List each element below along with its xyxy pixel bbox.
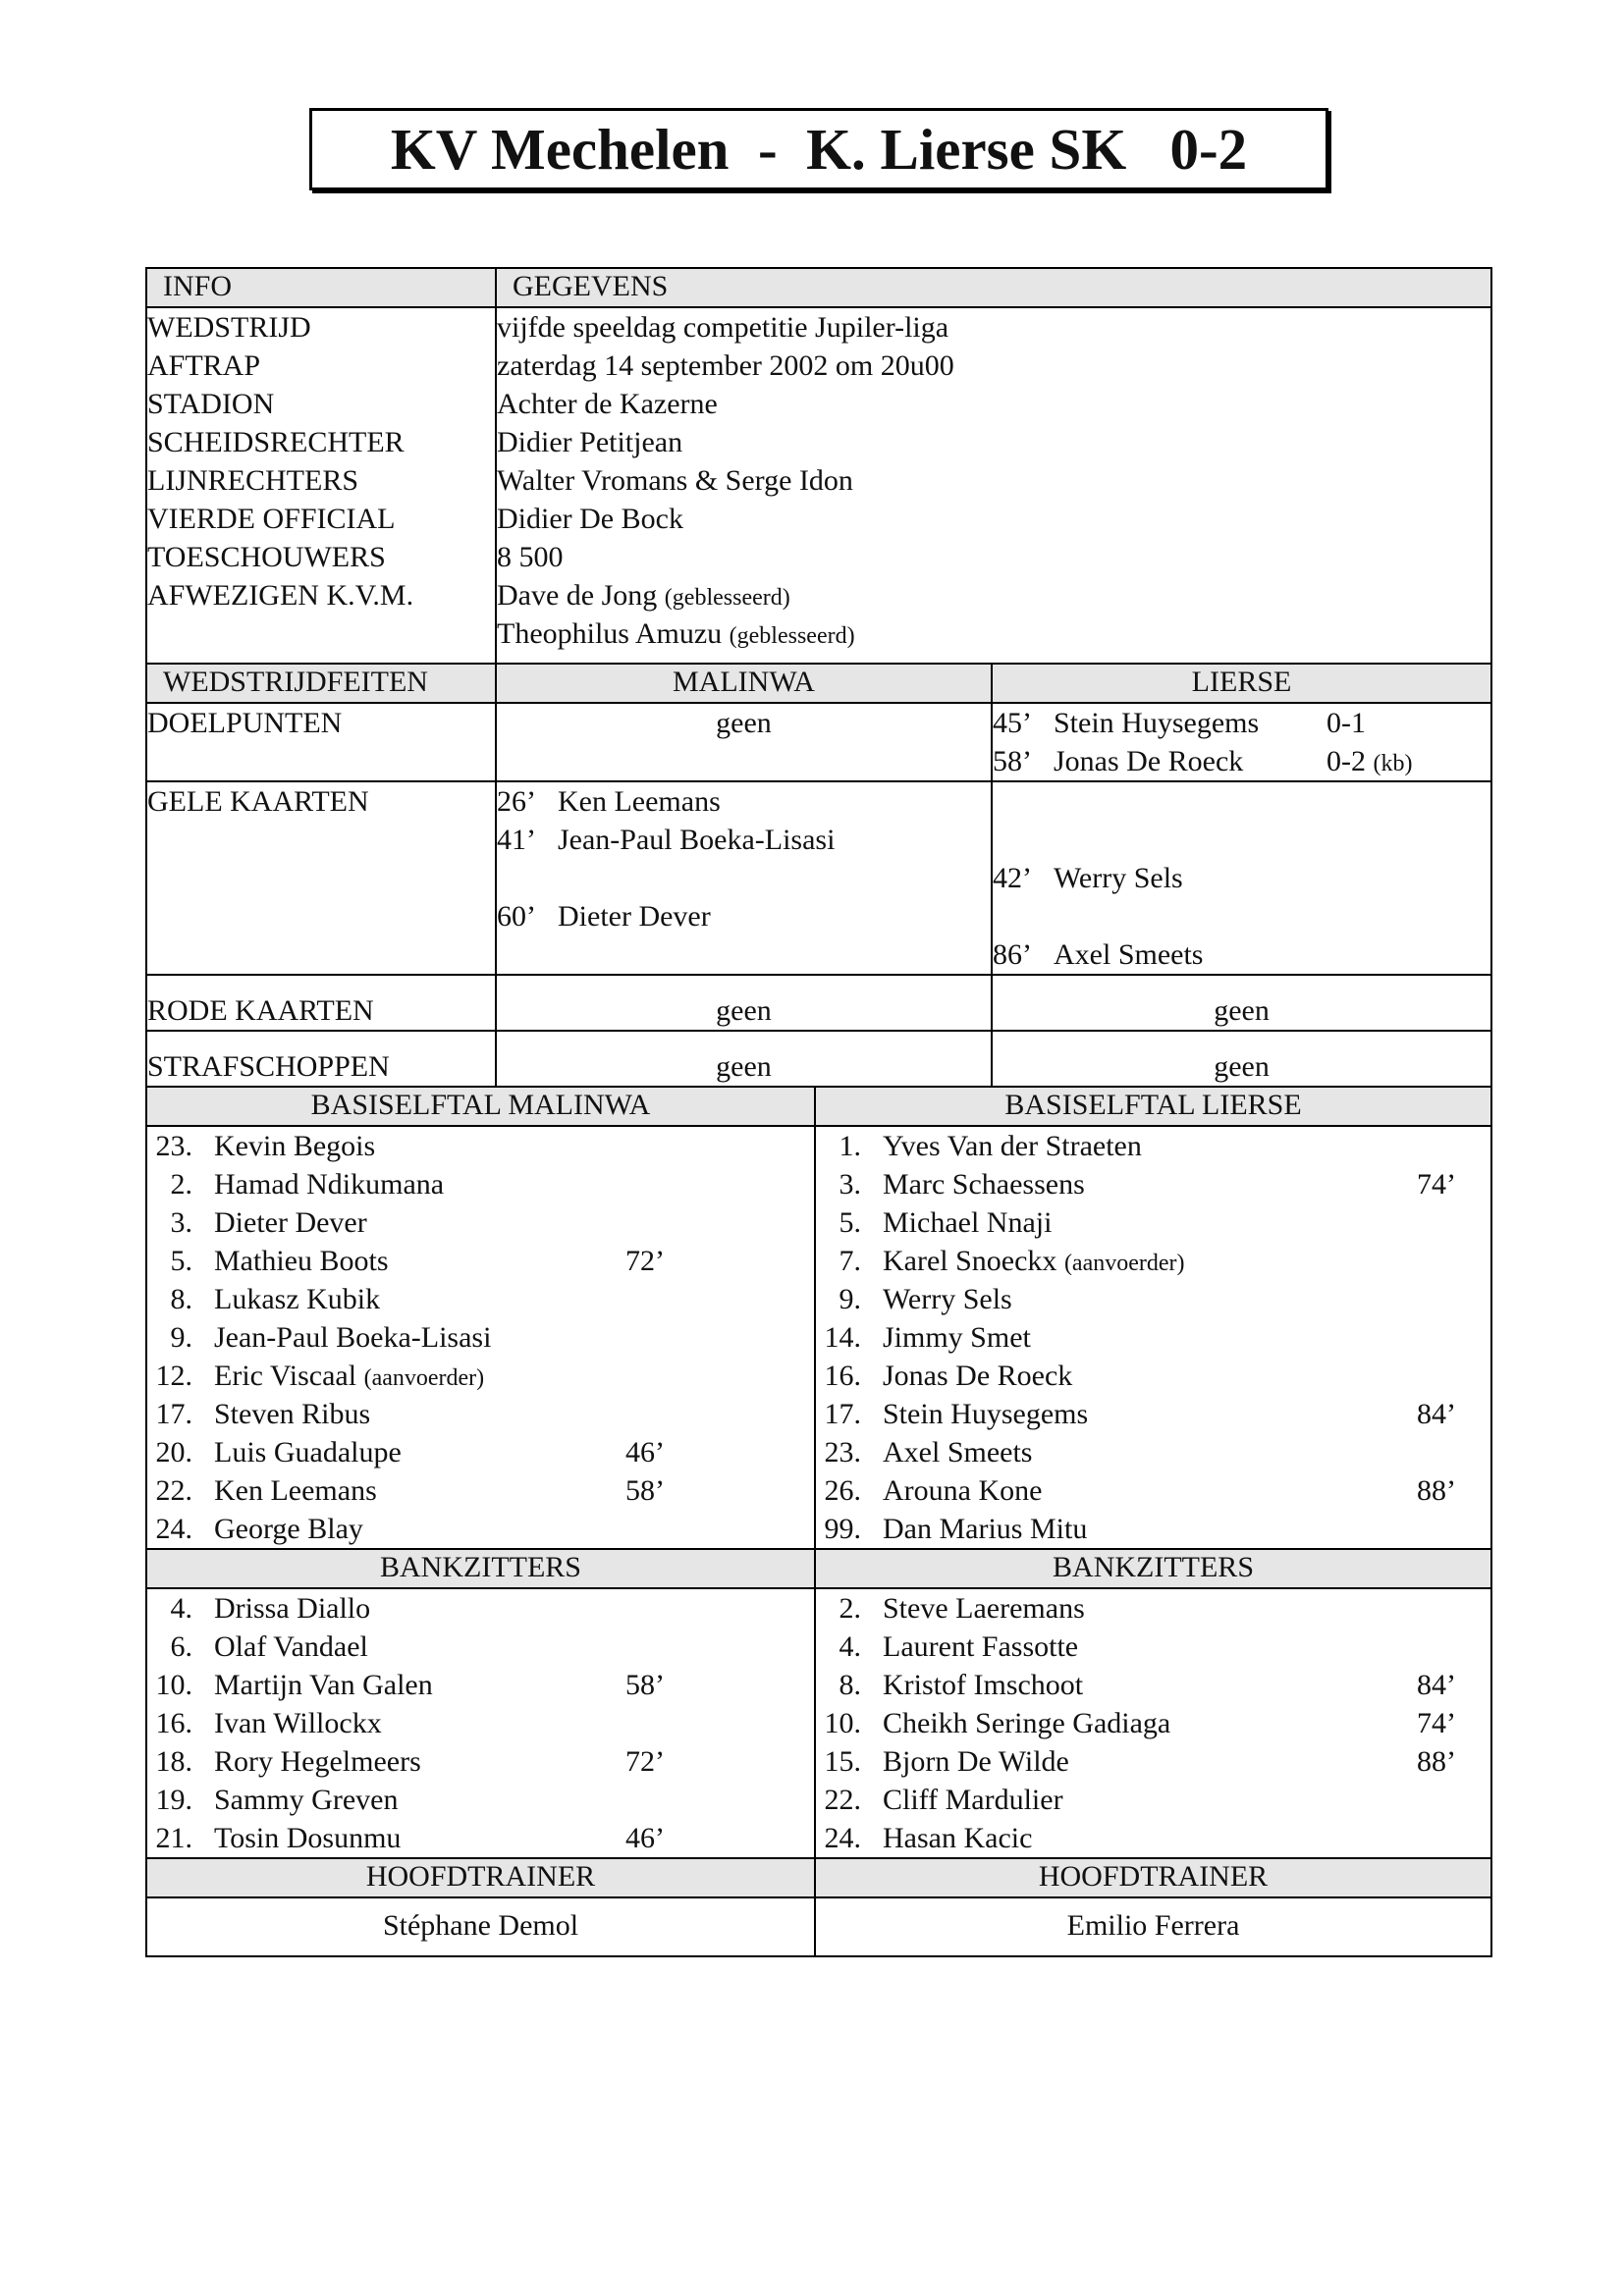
- player-number: 14.: [824, 1321, 861, 1354]
- bench-away: [815, 1588, 1491, 1858]
- player-name: Steve Laeremans: [883, 1592, 1085, 1625]
- facts-away-header: LIERSE: [992, 664, 1491, 703]
- red-cards-row: [146, 975, 1491, 1031]
- list-item: [147, 1510, 814, 1548]
- info-header-row: [146, 268, 1491, 307]
- event-minute: 42’: [993, 862, 1032, 894]
- info-body-row: [146, 307, 1491, 664]
- substitution-minute: 74’: [1417, 1707, 1456, 1739]
- player-name: Drissa Diallo: [214, 1592, 371, 1625]
- list-item: [147, 1589, 814, 1628]
- yellow-away: [992, 781, 1491, 975]
- player-number: 9.: [170, 1321, 192, 1354]
- list-item: [147, 1628, 814, 1666]
- goal-player: Stein Huysegems: [1054, 707, 1260, 739]
- substitution-minute: 46’: [625, 1436, 665, 1468]
- player-number: 26.: [824, 1474, 861, 1507]
- substitution-minute: 88’: [1417, 1474, 1456, 1507]
- list-item: [816, 1704, 1490, 1742]
- match-title: KV Mechelen - K. Lierse SK 0-2: [309, 108, 1328, 190]
- player-name: Luis Guadalupe: [214, 1436, 402, 1468]
- player-number: 2.: [170, 1168, 192, 1201]
- info-value-absent: [497, 576, 1490, 614]
- list-item: [147, 1433, 814, 1471]
- player-number: 7.: [839, 1245, 861, 1277]
- player-name: Stein Huysegems: [883, 1398, 1089, 1430]
- list-item: [816, 1280, 1490, 1318]
- event-minute: 86’: [993, 938, 1032, 971]
- player-number: 23.: [824, 1436, 861, 1468]
- info-label: LIJNRECHTERS: [147, 464, 359, 497]
- substitution-minute: 74’: [1417, 1168, 1456, 1201]
- absent-note: (geblesseerd): [729, 623, 855, 649]
- absent-player: Dave de Jong: [497, 579, 658, 612]
- player-name: Cheikh Seringe Gadiaga: [883, 1707, 1171, 1739]
- info-value: zaterdag 14 september 2002 om 20u00: [497, 349, 954, 382]
- player-number: 20.: [155, 1436, 192, 1468]
- player-number: 22.: [824, 1784, 861, 1816]
- yellow-event: [497, 897, 991, 935]
- goal-note: (kb): [1373, 751, 1413, 776]
- goals-home: geen: [496, 703, 992, 781]
- info-label: STADION: [147, 388, 275, 420]
- match-sheet-table: [145, 267, 1492, 1957]
- lineup-home-header: BASISELFTAL MALINWA: [146, 1087, 815, 1126]
- yellow-event: [993, 859, 1490, 897]
- list-item: [816, 1127, 1490, 1165]
- player-number: 18.: [155, 1745, 192, 1778]
- list-item: [147, 1395, 814, 1433]
- goal-player: Jonas De Roeck: [1054, 745, 1244, 777]
- list-item: [816, 1819, 1490, 1857]
- player-name: Ivan Willockx: [214, 1707, 382, 1739]
- player-number: 19.: [155, 1784, 192, 1816]
- player-name: Bjorn De Wilde: [883, 1745, 1069, 1778]
- substitution-minute: 88’: [1417, 1745, 1456, 1778]
- substitution-minute: 72’: [625, 1745, 665, 1778]
- bench-home: [146, 1588, 815, 1858]
- list-item: [147, 1357, 814, 1395]
- yellow-event: [993, 935, 1490, 974]
- lineups-header-row: [146, 1087, 1491, 1126]
- list-item: [816, 1203, 1490, 1242]
- player-name: Cliff Mardulier: [883, 1784, 1063, 1816]
- player-name: Dieter Dever: [558, 900, 711, 933]
- player-number: 9.: [839, 1283, 861, 1315]
- list-item: [147, 1127, 814, 1165]
- goal-event: [993, 742, 1490, 780]
- player-name: Ken Leemans: [558, 785, 721, 818]
- red-away: geen: [992, 975, 1491, 1031]
- substitution-minute: 46’: [625, 1822, 665, 1854]
- player-number: 8.: [839, 1669, 861, 1701]
- info-label: AFTRAP: [147, 349, 261, 382]
- player-name: Eric Viscaal: [214, 1360, 357, 1392]
- list-item: [147, 1704, 814, 1742]
- yellow-home: [496, 781, 992, 975]
- info-labels: [146, 307, 496, 664]
- facts-header-row: [146, 664, 1491, 703]
- player-name: Werry Sels: [883, 1283, 1012, 1315]
- list-item: [147, 1781, 814, 1819]
- penalties-label: STRAFSCHOPPEN: [146, 1031, 496, 1087]
- bench-row: [146, 1588, 1491, 1858]
- player-name: Rory Hegelmeers: [214, 1745, 421, 1778]
- info-label: VIERDE OFFICIAL: [147, 503, 396, 535]
- coach-away-header: HOOFDTRAINER: [815, 1858, 1491, 1897]
- substitution-minute: 84’: [1417, 1669, 1456, 1701]
- list-item: [147, 1819, 814, 1857]
- player-number: 8.: [170, 1283, 192, 1315]
- goal-minute: 58’: [993, 745, 1032, 777]
- player-number: 17.: [824, 1398, 861, 1430]
- goal-score: [1326, 742, 1412, 783]
- info-label: AFWEZIGEN K.V.M.: [147, 579, 414, 612]
- substitution-minute: 58’: [625, 1474, 665, 1507]
- coach-away: Emilio Ferrera: [815, 1897, 1491, 1956]
- list-item: [816, 1433, 1490, 1471]
- yellow-cards-row: [146, 781, 1491, 975]
- player-name: Laurent Fassotte: [883, 1630, 1079, 1663]
- info-value: Walter Vromans & Serge Idon: [497, 464, 853, 497]
- player-name: Hasan Kacic: [883, 1822, 1033, 1854]
- player-number: 2.: [839, 1592, 861, 1625]
- list-item: [147, 1242, 814, 1280]
- player-name: Axel Smeets: [883, 1436, 1033, 1468]
- player-number: 10.: [155, 1669, 192, 1701]
- player-name: 0-1: [1326, 707, 1366, 739]
- player-number: 10.: [824, 1707, 861, 1739]
- penalties-home: geen: [496, 1031, 992, 1087]
- blank-line: [993, 782, 1490, 821]
- player-name: Jean-Paul Boeka-Lisasi: [214, 1321, 492, 1354]
- player-number: 17.: [155, 1398, 192, 1430]
- player-name: Mathieu Boots: [214, 1245, 389, 1277]
- info-value: Didier Petitjean: [497, 426, 683, 458]
- bench-away-header: BANKZITTERS: [815, 1549, 1491, 1588]
- info-value: vijfde speeldag competitie Jupiler-liga: [497, 311, 949, 344]
- goal-score: [1326, 704, 1366, 742]
- event-minute: 26’: [497, 785, 536, 818]
- bench-home-header: BANKZITTERS: [146, 1549, 815, 1588]
- goal-event: [993, 704, 1490, 742]
- player-number: 16.: [824, 1360, 861, 1392]
- player-name: Olaf Vandael: [214, 1630, 368, 1663]
- list-item: [816, 1242, 1490, 1280]
- absent-note: (geblesseerd): [664, 585, 790, 611]
- blank-line: [993, 897, 1490, 935]
- player-name: Jean-Paul Boeka-Lisasi: [558, 824, 836, 856]
- penalties-row: [146, 1031, 1491, 1087]
- info-value: Didier De Bock: [497, 503, 683, 535]
- list-item: [816, 1357, 1490, 1395]
- coaches-header-row: [146, 1858, 1491, 1897]
- goal-minute: 45’: [993, 707, 1032, 739]
- info-value-absent: [497, 614, 1490, 653]
- list-item: [816, 1165, 1490, 1203]
- yellow-event: [497, 821, 991, 859]
- info-label: TOESCHOUWERS: [147, 541, 386, 573]
- penalties-away: geen: [992, 1031, 1491, 1087]
- list-item: [147, 1280, 814, 1318]
- player-number: 21.: [155, 1822, 192, 1854]
- goals-row: [146, 703, 1491, 781]
- coach-home: Stéphane Demol: [146, 1897, 815, 1956]
- player-name: 0-2: [1326, 745, 1366, 777]
- info-label: SCHEIDSRECHTER: [147, 426, 405, 458]
- player-name: Michael Nnaji: [883, 1206, 1053, 1239]
- player-name: Tosin Dosunmu: [214, 1822, 402, 1854]
- bench-header-row: [146, 1549, 1491, 1588]
- player-number: 1.: [839, 1130, 861, 1162]
- player-note: (aanvoerder): [1063, 1251, 1185, 1276]
- player-number: 4.: [839, 1630, 861, 1663]
- player-number: 24.: [824, 1822, 861, 1854]
- player-number: 3.: [839, 1168, 861, 1201]
- player-number: 16.: [155, 1707, 192, 1739]
- player-name: Yves Van der Straeten: [883, 1130, 1142, 1162]
- list-item: [816, 1471, 1490, 1510]
- list-item: [147, 1742, 814, 1781]
- yellow-label: GELE KAARTEN: [146, 781, 496, 975]
- facts-header: WEDSTRIJDFEITEN: [146, 664, 496, 703]
- list-item: [147, 1471, 814, 1510]
- player-number: 24.: [155, 1513, 192, 1545]
- player-name: Dan Marius Mitu: [883, 1513, 1088, 1545]
- substitution-minute: 72’: [625, 1245, 665, 1277]
- list-item: [147, 1165, 814, 1203]
- player-name: Dieter Dever: [214, 1206, 367, 1239]
- player-name: Marc Schaessens: [883, 1168, 1085, 1201]
- player-number: 4.: [170, 1592, 192, 1625]
- player-name: Kevin Begois: [214, 1130, 376, 1162]
- player-name: Kristof Imschoot: [883, 1669, 1084, 1701]
- absent-player: Theophilus Amuzu: [497, 617, 723, 650]
- info-label: WEDSTRIJD: [147, 311, 311, 344]
- list-item: [816, 1781, 1490, 1819]
- player-name: Ken Leemans: [214, 1474, 377, 1507]
- info-value: 8 500: [497, 541, 564, 573]
- blank-line: [993, 821, 1490, 859]
- player-note: (aanvoerder): [363, 1365, 485, 1391]
- player-name: Werry Sels: [1054, 862, 1183, 894]
- substitution-minute: 84’: [1417, 1398, 1456, 1430]
- player-number: 23.: [155, 1130, 192, 1162]
- player-name: George Blay: [214, 1513, 363, 1545]
- player-name: Arouna Kone: [883, 1474, 1043, 1507]
- player-number: 99.: [824, 1513, 861, 1545]
- player-number: 5.: [170, 1245, 192, 1277]
- player-number: 5.: [839, 1206, 861, 1239]
- list-item: [816, 1666, 1490, 1704]
- player-name: Axel Smeets: [1054, 938, 1204, 971]
- red-home: geen: [496, 975, 992, 1031]
- player-number: 6.: [170, 1630, 192, 1663]
- facts-home-header: MALINWA: [496, 664, 992, 703]
- list-item: [147, 1666, 814, 1704]
- info-header: INFO: [146, 268, 496, 307]
- list-item: [816, 1318, 1490, 1357]
- list-item: [147, 1318, 814, 1357]
- player-name: Jimmy Smet: [883, 1321, 1031, 1354]
- event-minute: 60’: [497, 900, 536, 933]
- player-number: 12.: [155, 1360, 192, 1392]
- info-values: [496, 307, 1491, 664]
- info-value: Achter de Kazerne: [497, 388, 718, 420]
- player-name: Karel Snoeckx: [883, 1245, 1057, 1277]
- red-label: RODE KAARTEN: [146, 975, 496, 1031]
- player-number: 22.: [155, 1474, 192, 1507]
- blank-line: [497, 859, 991, 897]
- list-item: [816, 1628, 1490, 1666]
- player-name: Steven Ribus: [214, 1398, 371, 1430]
- player-name: Sammy Greven: [214, 1784, 399, 1816]
- list-item: [147, 1203, 814, 1242]
- lineups-row: [146, 1126, 1491, 1549]
- player-name: Lukasz Kubik: [214, 1283, 381, 1315]
- player-name: Jonas De Roeck: [883, 1360, 1073, 1392]
- yellow-event: [497, 782, 991, 821]
- substitution-minute: 58’: [625, 1669, 665, 1701]
- list-item: [816, 1395, 1490, 1433]
- lineup-away-header: BASISELFTAL LIERSE: [815, 1087, 1491, 1126]
- event-minute: 41’: [497, 824, 536, 856]
- goals-label: DOELPUNTEN: [146, 703, 496, 781]
- gegevens-header: GEGEVENS: [496, 268, 1491, 307]
- list-item: [816, 1742, 1490, 1781]
- lineup-home: [146, 1126, 815, 1549]
- player-number: 15.: [824, 1745, 861, 1778]
- lineup-away: [815, 1126, 1491, 1549]
- player-number: 3.: [170, 1206, 192, 1239]
- coach-home-header: HOOFDTRAINER: [146, 1858, 815, 1897]
- player-name: Hamad Ndikumana: [214, 1168, 445, 1201]
- goals-away: [992, 703, 1491, 781]
- list-item: [816, 1510, 1490, 1548]
- list-item: [816, 1589, 1490, 1628]
- player-name: Martijn Van Galen: [214, 1669, 433, 1701]
- coaches-row: [146, 1897, 1491, 1956]
